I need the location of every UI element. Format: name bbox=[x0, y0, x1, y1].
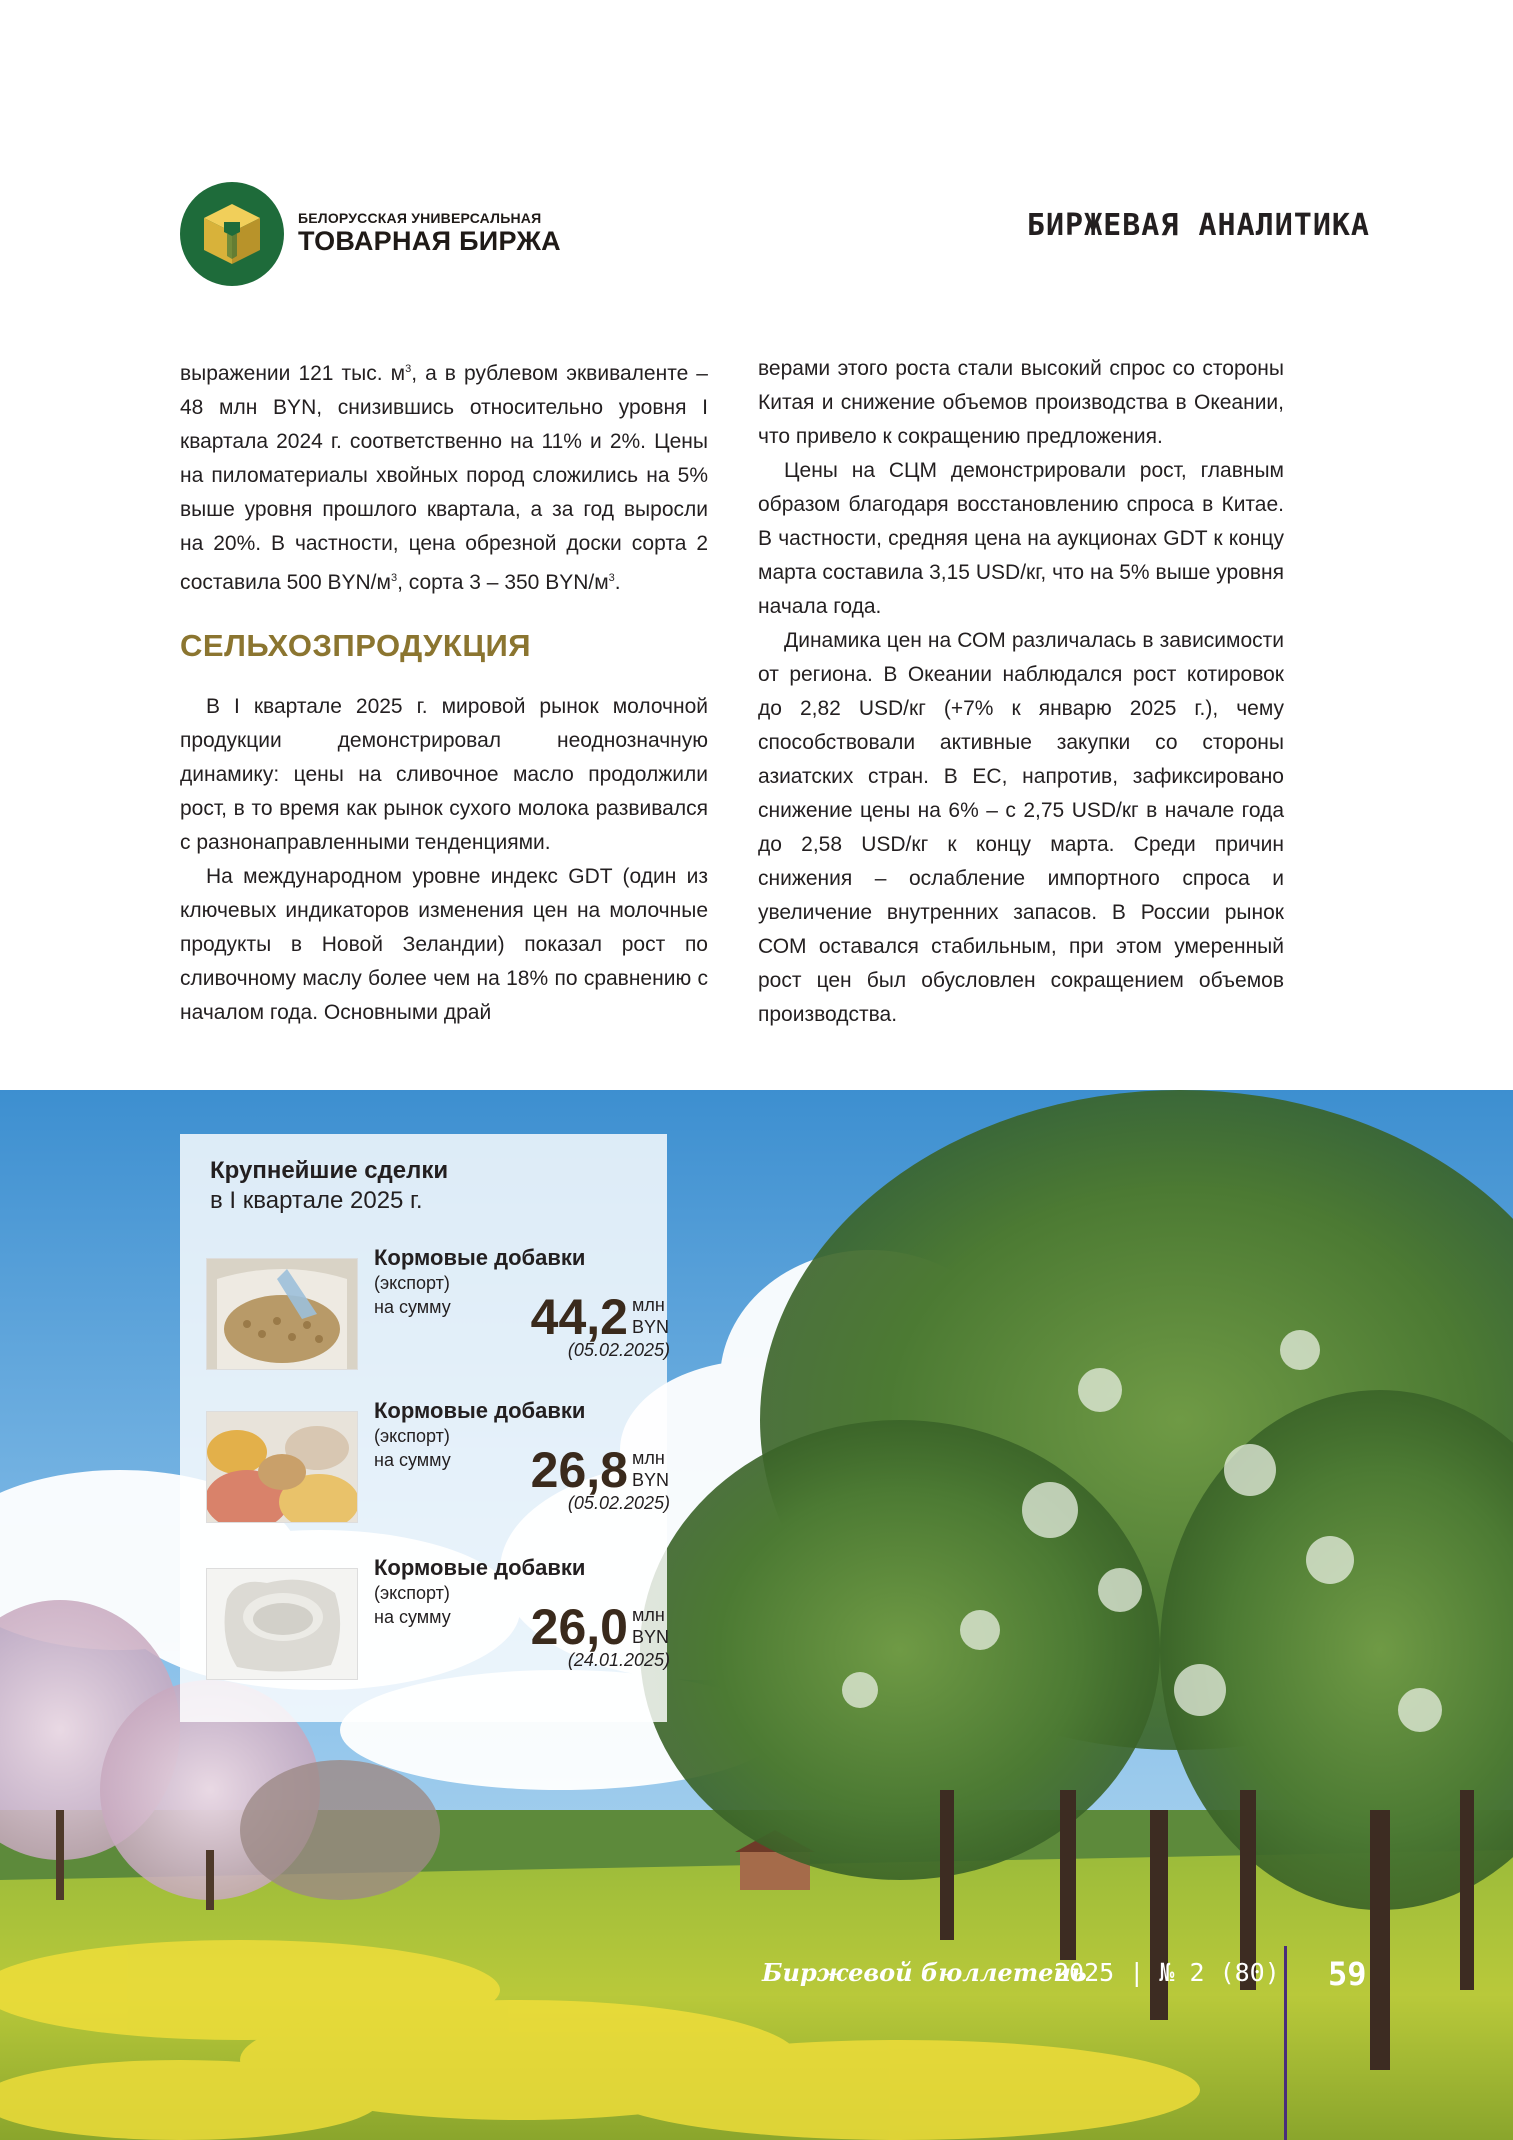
text-run: , а в рублевом эквиваленте – 48 млн BYN, снизившись относительно уровня I квартала 2024 г. соответственно на 11% и 2%. Цены на пиломатериалы хвойных пород сложились на 5% выше уровня прошлого квартала, а за год выросли на 20%. В частности, цена обрезной доски сорта 2 составила 500 BYN/м bbox=[180, 362, 708, 594]
deal-sum-label: на сумму bbox=[374, 1297, 451, 1317]
right-column bbox=[758, 352, 1284, 1032]
unit-bottom: BYN bbox=[632, 1627, 670, 1647]
unit-bottom: BYN bbox=[632, 1470, 670, 1490]
deal-kind: (экспорт) bbox=[374, 1426, 450, 1446]
text-run: . bbox=[614, 571, 621, 594]
paragraph bbox=[180, 352, 708, 600]
superscript: 3 bbox=[390, 572, 398, 584]
section-title: БИРЖЕВАЯ АНАЛИТИКА bbox=[1026, 208, 1370, 243]
page-number: 59 bbox=[1328, 1955, 1367, 1993]
superscript: 3 bbox=[405, 363, 412, 375]
unit-top: млн bbox=[632, 1448, 665, 1468]
unit-top: млн bbox=[632, 1295, 665, 1315]
paragraph: верами этого роста стали высокий спрос со стороны Китая и снижение объемов производства в Океании, что привело к сокращению предложения. bbox=[758, 357, 1284, 448]
deal-value: 44,2 bbox=[530, 1289, 628, 1345]
deal-kind: (экспорт) bbox=[374, 1583, 450, 1603]
paragraph: Динамика цен на СОМ различалась в зависимости от региона. В Океании наблюдался рост котировок до 2,82 USD/кг (+7% к январю 2025 г.), чему способствовали активные закупки со стороны азиатских стран. В ЕС, напротив, зафиксировано снижение цены на 6% – с 2,75 USD/кг в начале года до 2,58 USD/кг к концу марта. Среди причин снижения – ослабление импортного спроса и увеличение внутренних запасов. В России рынок СОМ оставался стабильным, при этом умеренный рост цен был обусловлен сокращением объемов производства. bbox=[758, 629, 1284, 1026]
deal-value: 26,0 bbox=[530, 1599, 628, 1655]
footer-divider bbox=[1284, 1946, 1287, 2140]
deal-date: (05.02.2025) bbox=[567, 1340, 670, 1360]
deals-title-rest: в I квартале 2025 г. bbox=[210, 1187, 423, 1214]
largest-deals-box bbox=[180, 1134, 670, 1722]
paragraph: Цены на СЦМ демонстрировали рост, главным образом благодаря восстановлению спроса в Китае. В частности, средняя цена на аукционах GDT к концу марта составила 3,15 USD/кг, что на 5% выше уровня начала года. bbox=[758, 459, 1284, 618]
deal-name: Кормовые добавки bbox=[374, 1555, 586, 1580]
deal-unit bbox=[632, 1447, 672, 1491]
white-powder-bag-image bbox=[206, 1568, 358, 1680]
issue-number: 2025 | № 2 (80) bbox=[1054, 1958, 1280, 1987]
deal-date: (24.01.2025) bbox=[567, 1650, 670, 1670]
text-run: выражении 121 тыс. м bbox=[180, 362, 406, 385]
exchange-logo bbox=[180, 182, 284, 286]
deal-value: 26,8 bbox=[530, 1442, 628, 1498]
deal-date: (05.02.2025) bbox=[567, 1493, 670, 1513]
brand-top-line: БЕЛОРУССКАЯ УНИВЕРСАЛЬНАЯ bbox=[298, 210, 542, 226]
feed-mixes-piles-image bbox=[206, 1411, 358, 1523]
left-column bbox=[180, 352, 708, 1030]
magazine-name: Биржевой бюллетень bbox=[762, 1958, 1087, 1987]
brand-main-line: ТОВАРНАЯ БИРЖА bbox=[298, 226, 561, 256]
deal-sum-label: на сумму bbox=[374, 1607, 451, 1627]
deals-title-bold: Крупнейшие сделки bbox=[210, 1157, 449, 1184]
deals-title bbox=[210, 1156, 448, 1216]
deal-unit bbox=[632, 1604, 672, 1648]
unit-top: млн bbox=[632, 1605, 665, 1625]
brand-name bbox=[298, 210, 561, 256]
deal-name: Кормовые добавки bbox=[374, 1398, 586, 1423]
deal-item bbox=[206, 1244, 670, 1364]
deal-sum-label: на сумму bbox=[374, 1450, 451, 1470]
paragraph: На международном уровне индекс GDT (один из ключевых индикаторов изменения цен на молочные продукты в Новой Зеландии) показал рост по сливочному маслу более чем на 18% по сравнению с началом года. Основными драй bbox=[180, 865, 708, 1024]
cube-logo-icon bbox=[180, 182, 284, 286]
deal-item bbox=[206, 1554, 670, 1674]
deal-name: Кормовые добавки bbox=[374, 1245, 586, 1270]
paragraph: В I квартале 2025 г. мировой рынок молочной продукции демонстрировал неоднозначную динамику: цены на сливочное масло продолжили рост, в то время как рынок сухого молока развивался с разнонаправленными тенденциями. bbox=[180, 695, 708, 854]
superscript: 3 bbox=[608, 572, 615, 584]
deal-unit bbox=[632, 1294, 672, 1338]
unit-bottom: BYN bbox=[632, 1317, 670, 1337]
deal-item bbox=[206, 1397, 670, 1517]
text-run: , сорта 3 – 350 BYN/м bbox=[397, 571, 609, 594]
feed-pellets-bag-image bbox=[206, 1258, 358, 1370]
deal-kind: (экспорт) bbox=[374, 1273, 450, 1293]
section-heading: СЕЛЬХОЗПРОДУКЦИЯ bbox=[180, 628, 532, 663]
